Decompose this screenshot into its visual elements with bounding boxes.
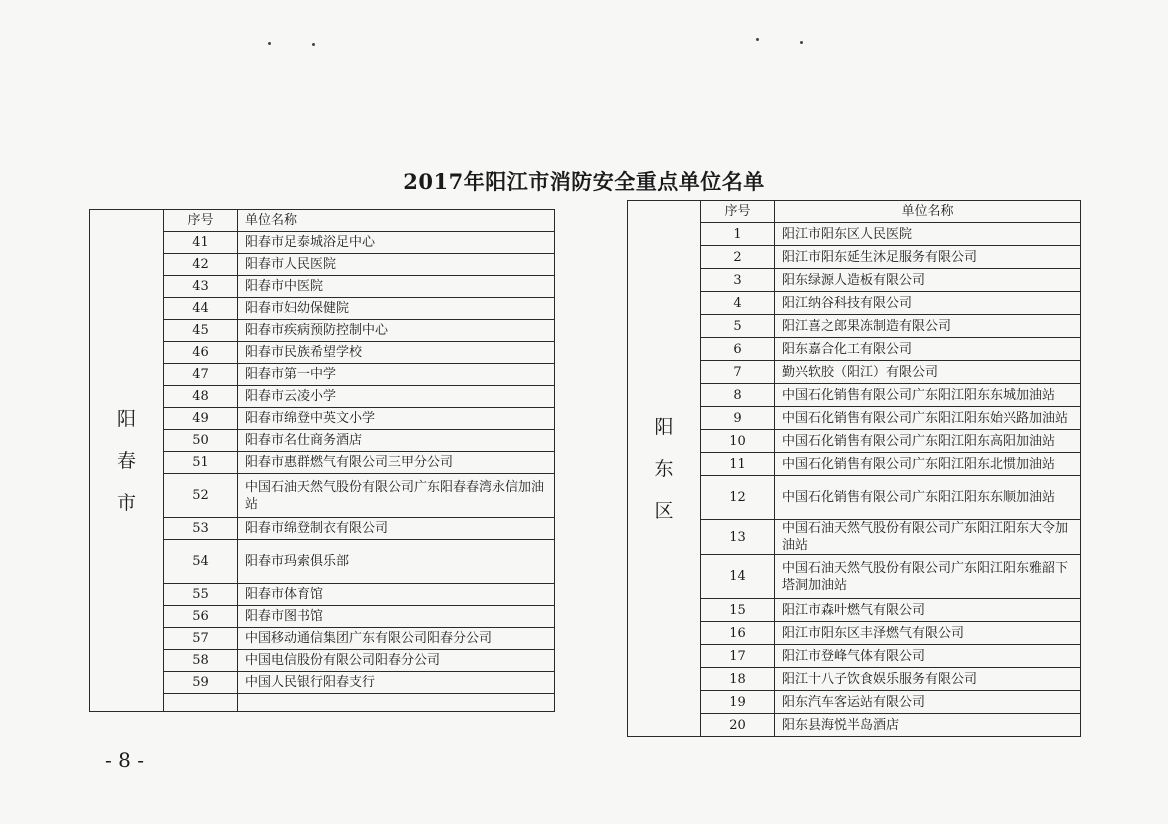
- serial-cell: 57: [164, 628, 238, 650]
- unit-name-cell: 中国石化销售有限公司广东阳江阳东北惯加油站: [775, 453, 1081, 476]
- unit-name-cell: 阳江纳谷科技有限公司: [775, 292, 1081, 315]
- serial-cell: 2: [701, 246, 775, 269]
- unit-name-cell: 阳江市登峰气体有限公司: [775, 645, 1081, 668]
- unit-name-cell: 阳春市足泰城浴足中心: [238, 232, 555, 254]
- unit-name-cell: 阳江十八子饮食娱乐服务有限公司: [775, 668, 1081, 691]
- unit-name-cell: 阳春市疾病预防控制中心: [238, 320, 555, 342]
- unit-name-cell: 阳春市名仕商务酒店: [238, 430, 555, 452]
- region-label: [628, 201, 701, 737]
- unit-name-cell: 中国移动通信集团广东有限公司阳春分公司: [238, 628, 555, 650]
- serial-cell: 50: [164, 430, 238, 452]
- page-title: 2017年阳江市消防安全重点单位名单: [403, 169, 765, 194]
- scan-speck: [756, 38, 759, 41]
- serial-cell: 11: [701, 453, 775, 476]
- region-char: 春: [116, 449, 136, 472]
- unit-name-cell: 中国石油天然气股份有限公司广东阳江阳东大令加油站: [775, 520, 1081, 555]
- serial-cell: 8: [701, 384, 775, 407]
- serial-cell: 15: [701, 599, 775, 622]
- unit-name-cell: 中国石化销售有限公司广东阳江阳东东城加油站: [775, 384, 1081, 407]
- serial-cell: 44: [164, 298, 238, 320]
- page-number: - 8 -: [105, 748, 144, 772]
- serial-cell: 16: [701, 622, 775, 645]
- unit-name-cell: 阳江市阳东区人民医院: [775, 223, 1081, 246]
- serial-cell: 17: [701, 645, 775, 668]
- unit-name-cell: 阳春市云凌小学: [238, 386, 555, 408]
- unit-name-cell: 阳春市中医院: [238, 276, 555, 298]
- serial-cell: 58: [164, 650, 238, 672]
- serial-cell: 9: [701, 407, 775, 430]
- serial-cell: 53: [164, 518, 238, 540]
- unit-name-cell: 阳江市森叶燃气有限公司: [775, 599, 1081, 622]
- serial-cell: 13: [701, 520, 775, 555]
- serial-cell: 5: [701, 315, 775, 338]
- serial-cell: 1: [701, 223, 775, 246]
- scan-speck: [268, 42, 271, 45]
- serial-cell: 52: [164, 474, 238, 518]
- unit-name-cell: 阳东绿源人造板有限公司: [775, 269, 1081, 292]
- serial-cell: 4: [701, 292, 775, 315]
- serial-cell: 42: [164, 254, 238, 276]
- serial-cell: 51: [164, 452, 238, 474]
- serial-cell: 19: [701, 691, 775, 714]
- yangdong-table: [627, 200, 1081, 737]
- serial-cell: 48: [164, 386, 238, 408]
- unit-name-cell: 中国石油天然气股份有限公司广东阳春春湾永信加油站: [238, 474, 555, 518]
- unit-name-cell: 阳春市绵登制衣有限公司: [238, 518, 555, 540]
- unit-name-cell: 阳春市体育馆: [238, 584, 555, 606]
- serial-cell: 20: [701, 714, 775, 737]
- region-char: 阳: [116, 407, 136, 430]
- unit-name-cell: 阳东汽车客运站有限公司: [775, 691, 1081, 714]
- header-serial: 序号: [701, 201, 775, 223]
- serial-cell: 43: [164, 276, 238, 298]
- serial-cell: [164, 694, 238, 712]
- unit-name-cell: 阳春市民族希望学校: [238, 342, 555, 364]
- unit-name-cell: 中国人民银行阳春支行: [238, 672, 555, 694]
- serial-cell: 54: [164, 540, 238, 584]
- region-char: 区: [654, 499, 674, 522]
- scan-speck: [800, 41, 803, 44]
- unit-name-cell: 阳春市玛索俱乐部: [238, 540, 555, 584]
- unit-name-cell: 中国石化销售有限公司广东阳江阳东高阳加油站: [775, 430, 1081, 453]
- header-row: [90, 210, 555, 232]
- serial-cell: 3: [701, 269, 775, 292]
- serial-cell: 10: [701, 430, 775, 453]
- serial-cell: 46: [164, 342, 238, 364]
- unit-name-cell: 勤兴软胶（阳江）有限公司: [775, 361, 1081, 384]
- region-char: 市: [116, 491, 136, 514]
- serial-cell: 56: [164, 606, 238, 628]
- serial-cell: 18: [701, 668, 775, 691]
- header-unit-name: 单位名称: [775, 201, 1081, 223]
- unit-name-cell: 中国电信股份有限公司阳春分公司: [238, 650, 555, 672]
- serial-cell: 41: [164, 232, 238, 254]
- unit-name-cell: 中国石油天然气股份有限公司广东阳江阳东雅韶下塔洞加油站: [775, 555, 1081, 599]
- header-serial: 序号: [164, 210, 238, 232]
- header-unit-name: 单位名称: [238, 210, 555, 232]
- serial-cell: 49: [164, 408, 238, 430]
- serial-cell: 55: [164, 584, 238, 606]
- unit-name-cell: 阳江市阳东区丰泽燃气有限公司: [775, 622, 1081, 645]
- header-row: [628, 201, 1081, 223]
- scan-speck: [312, 43, 315, 46]
- serial-cell: 14: [701, 555, 775, 599]
- region-char: 东: [654, 457, 674, 480]
- region-char: 阳: [654, 415, 674, 438]
- serial-cell: 45: [164, 320, 238, 342]
- unit-name-cell: [238, 694, 555, 712]
- serial-cell: 59: [164, 672, 238, 694]
- unit-name-cell: 阳春市第一中学: [238, 364, 555, 386]
- unit-name-cell: 阳东嘉合化工有限公司: [775, 338, 1081, 361]
- unit-name-cell: 阳春市妇幼保健院: [238, 298, 555, 320]
- serial-cell: 6: [701, 338, 775, 361]
- unit-name-cell: 阳春市人民医院: [238, 254, 555, 276]
- serial-cell: 12: [701, 476, 775, 520]
- unit-name-cell: 阳江市阳东延生沐足服务有限公司: [775, 246, 1081, 269]
- unit-name-cell: 阳江喜之郎果冻制造有限公司: [775, 315, 1081, 338]
- unit-name-cell: 中国石化销售有限公司广东阳江阳东始兴路加油站: [775, 407, 1081, 430]
- unit-name-cell: 阳东县海悦半岛酒店: [775, 714, 1081, 737]
- unit-name-cell: 阳春市绵登中英文小学: [238, 408, 555, 430]
- yangchun-table: [89, 209, 555, 712]
- serial-cell: 47: [164, 364, 238, 386]
- unit-name-cell: 阳春市图书馆: [238, 606, 555, 628]
- region-label: [90, 210, 164, 712]
- unit-name-cell: 中国石化销售有限公司广东阳江阳东东顺加油站: [775, 476, 1081, 520]
- serial-cell: 7: [701, 361, 775, 384]
- unit-name-cell: 阳春市惠群燃气有限公司三甲分公司: [238, 452, 555, 474]
